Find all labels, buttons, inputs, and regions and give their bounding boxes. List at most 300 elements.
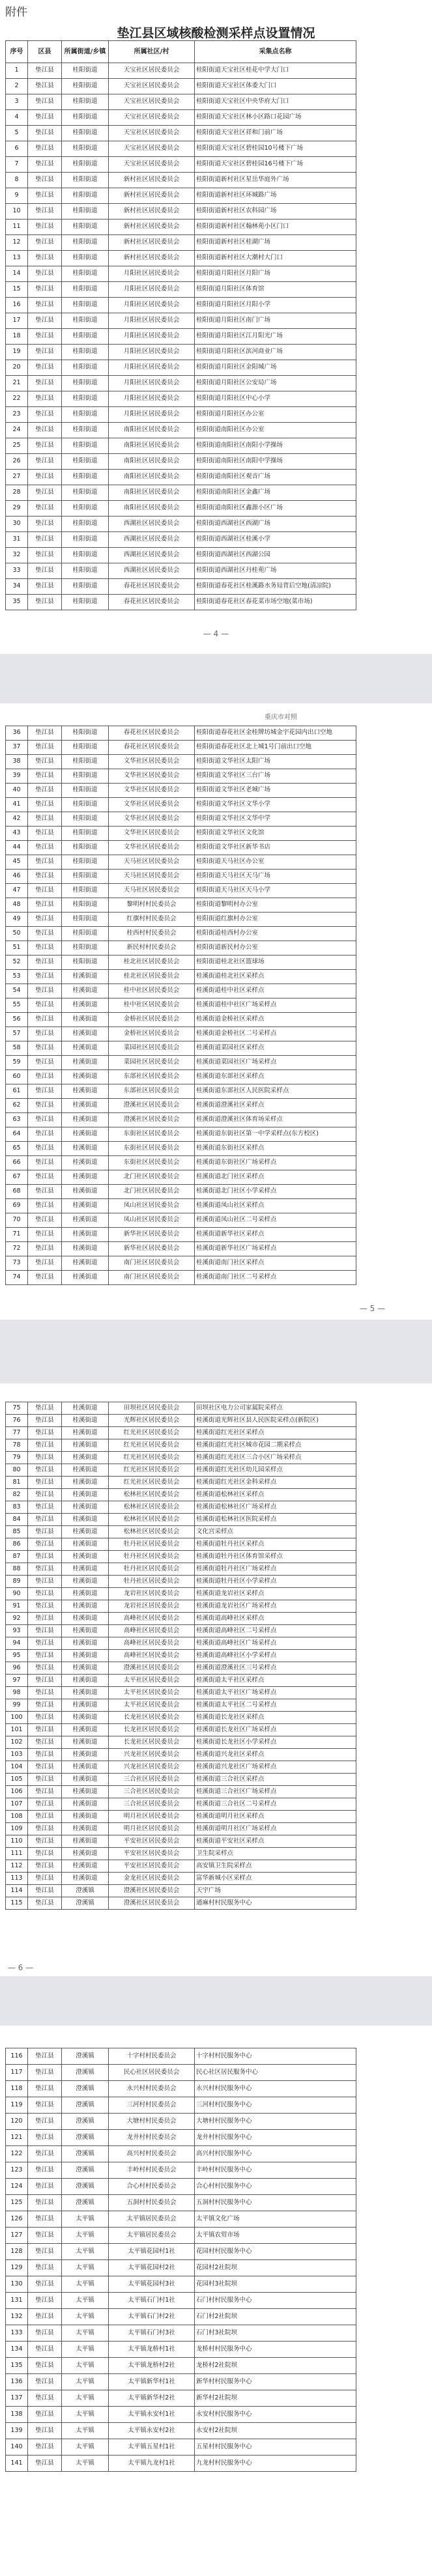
cell-site: 桂阳街道新村社区环城路广场: [195, 188, 356, 204]
cell-town: 桂溪街道: [62, 1538, 109, 1551]
cell-no: 109: [6, 1823, 28, 1835]
cell-no: 136: [6, 2374, 28, 2390]
table-row: [6, 219, 356, 235]
table-row: [6, 2456, 356, 2472]
cell-county: 垫江县: [28, 2211, 62, 2228]
cell-community: 南阳社区居民委员会: [109, 454, 195, 470]
cell-county: 垫江县: [28, 1675, 62, 1687]
cell-community: 天宝社区居民委员会: [109, 157, 195, 173]
cell-county: 垫江县: [28, 1835, 62, 1848]
table-row: [6, 1761, 356, 1774]
cell-town: 澄溪镇: [62, 2179, 109, 2195]
cell-town: 桂溪街道: [62, 1761, 109, 1774]
cell-community: 文华社区居民委员会: [109, 769, 195, 784]
gap-3: [0, 1976, 432, 2026]
cell-county: 垫江县: [28, 1199, 62, 1213]
cell-county: 垫江县: [28, 63, 62, 79]
cell-no: 138: [6, 2407, 28, 2423]
cell-no: 39: [6, 769, 28, 784]
cell-community: 十字村村民委员会: [109, 2048, 195, 2065]
cell-site: 花园村3社院坝: [195, 2276, 356, 2293]
cell-community: 桂北社区居民委员会: [109, 970, 195, 984]
table-row: [6, 798, 356, 812]
cell-community: 新华社区居民委员会: [109, 1228, 195, 1242]
cell-county: 垫江县: [28, 79, 62, 94]
cell-community: 西湖社区居民委员会: [109, 532, 195, 548]
cell-site: 桂溪街道太平社区采样点: [195, 1675, 356, 1687]
cell-community: 南阳社区居民委员会: [109, 485, 195, 501]
cell-no: 13: [6, 251, 28, 266]
cell-community: 永兴村村民委员会: [109, 2081, 195, 2097]
cell-community: 三合社区居民委员会: [109, 1798, 195, 1811]
table-row: [6, 1749, 356, 1761]
table-row: [6, 1452, 356, 1464]
cell-town: 桂溪街道: [62, 1724, 109, 1736]
cell-county: 垫江县: [28, 2407, 62, 2423]
table-row: [6, 79, 356, 94]
table-row: [6, 1477, 356, 1489]
cell-county: 垫江县: [28, 188, 62, 204]
table-row: [6, 941, 356, 955]
cell-no: 87: [6, 1551, 28, 1563]
table-row: [6, 438, 356, 454]
cell-site: 桂阳街道西湖社区西湖公园: [195, 548, 356, 563]
cell-county: 垫江县: [28, 755, 62, 769]
cell-community: 桂中社区居民委员会: [109, 998, 195, 1013]
cell-no: 77: [6, 1427, 28, 1439]
cell-site: 桂溪街道平安社区采样点: [195, 1835, 356, 1848]
cell-site: 桂阳街道春花社区桂溪路水务局背后空地(清凉院): [195, 579, 356, 595]
cell-town: 桂溪街道: [62, 1699, 109, 1712]
page-title: 垫江县区域核酸检测采样点设置情况: [117, 26, 315, 40]
cell-county: 垫江县: [28, 1027, 62, 1041]
cell-no: 52: [6, 955, 28, 970]
cell-county: 垫江县: [28, 1786, 62, 1798]
table-row: [6, 1848, 356, 1860]
cell-site: 桂溪街道松林社区广场采样点: [195, 1501, 356, 1514]
cell-site: 桂阳街道月阳社区办公室: [195, 407, 356, 423]
cell-town: 桂溪街道: [62, 1113, 109, 1127]
cell-town: 太平镇: [62, 2439, 109, 2456]
cell-community: 兴龙社区居民委员会: [109, 1761, 195, 1774]
table-row: [6, 1588, 356, 1600]
table-row: [6, 1228, 356, 1242]
table-row: [6, 1576, 356, 1588]
table-row: [6, 1271, 356, 1285]
cell-town: 桂溪街道: [62, 1489, 109, 1501]
table-row: [6, 755, 356, 769]
cell-no: 27: [6, 470, 28, 485]
cell-community: 太平镇居民委员会: [109, 2211, 195, 2228]
cell-county: 垫江县: [28, 2423, 62, 2439]
cell-community: 长龙社区居民委员会: [109, 1724, 195, 1736]
cell-town: 太平镇: [62, 2276, 109, 2293]
cell-site: 桂溪街道光辉社区县人民医院采样点(新院区): [195, 1415, 356, 1427]
cell-no: 100: [6, 1712, 28, 1724]
table-row: [6, 1113, 356, 1127]
table-row: [6, 2244, 356, 2260]
cell-community: 天宝社区居民委员会: [109, 110, 195, 126]
cell-community: 文华社区居民委员会: [109, 841, 195, 855]
cell-community: 太平镇新华村1社: [109, 2374, 195, 2390]
table-row: [6, 1256, 356, 1271]
cell-site: 石门村2社院坝: [195, 2309, 356, 2325]
table-row: [6, 563, 356, 579]
cell-community: 南门社区居民委员会: [109, 1256, 195, 1271]
cell-county: 垫江县: [28, 1811, 62, 1823]
cell-town: 澄溪镇: [62, 2081, 109, 2097]
table-row: [6, 1127, 356, 1142]
cell-community: 菜园社区居民委员会: [109, 1056, 195, 1070]
cell-no: 115: [6, 1897, 28, 1910]
cell-no: 31: [6, 532, 28, 548]
cell-no: 94: [6, 1637, 28, 1650]
cell-town: 桂溪街道: [62, 1675, 109, 1687]
cell-no: 81: [6, 1477, 28, 1489]
cell-community: 新村社区居民委员会: [109, 188, 195, 204]
cell-county: 垫江县: [28, 1712, 62, 1724]
cell-no: 86: [6, 1538, 28, 1551]
table-row: [6, 2260, 356, 2276]
cell-town: 桂溪街道: [62, 1687, 109, 1699]
cell-no: 121: [6, 2130, 28, 2146]
table-row: [6, 1070, 356, 1084]
cell-site: 五星村村民服务中心: [195, 2439, 356, 2456]
cell-no: 73: [6, 1256, 28, 1271]
cell-community: 太平镇九龙村1社: [109, 2456, 195, 2472]
cell-county: 垫江县: [28, 485, 62, 501]
cell-no: 1: [6, 63, 28, 79]
table-row: [6, 2114, 356, 2130]
cell-no: 114: [6, 1885, 28, 1897]
cell-site: 桂阳街道月阳社区公安局广场: [195, 376, 356, 391]
cell-community: 天宝社区居民委员会: [109, 126, 195, 141]
cell-community: 红光社区居民委员会: [109, 1439, 195, 1452]
table-row: [6, 1860, 356, 1873]
cell-no: 48: [6, 898, 28, 913]
cell-town: 桂阳街道: [62, 391, 109, 407]
cell-town: 桂溪街道: [62, 1786, 109, 1798]
cell-community: 月阳社区居民委员会: [109, 313, 195, 329]
cell-no: 74: [6, 1271, 28, 1285]
cell-site: 桂阳街道西湖社区丹桂苑广场: [195, 563, 356, 579]
cell-no: 118: [6, 2081, 28, 2097]
cell-site: 桂溪街道高峰社区二号采样点: [195, 1625, 356, 1637]
cell-community: 黎明村村民委员会: [109, 898, 195, 913]
cell-town: 桂阳街道: [62, 927, 109, 941]
cell-county: 垫江县: [28, 1724, 62, 1736]
cell-town: 太平镇: [62, 2456, 109, 2472]
cell-county: 垫江县: [28, 438, 62, 454]
cell-community: 红光社区居民委员会: [109, 1464, 195, 1477]
cell-community: 牡丹社区居民委员会: [109, 1538, 195, 1551]
cell-town: 桂阳街道: [62, 204, 109, 219]
cell-community: 高峰社区居民委员会: [109, 1613, 195, 1625]
cell-town: 太平镇: [62, 2374, 109, 2390]
cell-no: 28: [6, 485, 28, 501]
cell-town: 桂溪街道: [62, 1798, 109, 1811]
cell-town: 桂阳街道: [62, 251, 109, 266]
cell-community: 新村社区居民委员会: [109, 251, 195, 266]
cell-no: 116: [6, 2048, 28, 2065]
cell-community: 光辉社区居民委员会: [109, 1415, 195, 1427]
cell-county: 垫江县: [28, 251, 62, 266]
cell-town: 桂溪街道: [62, 1749, 109, 1761]
cell-town: 桂阳街道: [62, 329, 109, 345]
cell-town: 太平镇: [62, 2244, 109, 2260]
cell-town: 桂溪街道: [62, 1142, 109, 1156]
table-row: [6, 345, 356, 360]
cell-no: 93: [6, 1625, 28, 1637]
cell-site: 桂阳街道新村社区农科园广场: [195, 204, 356, 219]
cell-town: 桂溪街道: [62, 1774, 109, 1786]
cell-town: 桂溪街道: [62, 1228, 109, 1242]
cell-no: 58: [6, 1041, 28, 1056]
table-row: [6, 812, 356, 827]
cell-no: 137: [6, 2390, 28, 2407]
cell-county: 垫江县: [28, 1185, 62, 1199]
cell-no: 57: [6, 1027, 28, 1041]
cell-no: 103: [6, 1749, 28, 1761]
table-row: [6, 110, 356, 126]
cell-no: 10: [6, 204, 28, 219]
cell-site: 五洞村村民服务中心: [195, 2195, 356, 2211]
cell-no: 78: [6, 1439, 28, 1452]
cell-site: 桂阳街道文华社区文华中学: [195, 812, 356, 827]
header-site: 采集点名称: [195, 41, 356, 63]
table-row: [6, 1724, 356, 1736]
cell-no: 80: [6, 1464, 28, 1477]
table-row: [6, 870, 356, 884]
cell-community: 澄溪社区居民委员会: [109, 1897, 195, 1910]
cell-site: 桂溪街道东部社区人民医院采样点: [195, 1084, 356, 1099]
cell-community: 天马社区居民委员会: [109, 870, 195, 884]
cell-site: 高安镇卫生院采样点: [195, 1860, 356, 1873]
cell-county: 垫江县: [28, 298, 62, 313]
cell-county: 垫江县: [28, 579, 62, 595]
cell-site: 桂阳街道桂西村办公室: [195, 927, 356, 941]
cell-town: 桂阳街道: [62, 345, 109, 360]
cell-town: 桂阳街道: [62, 841, 109, 855]
cell-county: 垫江县: [28, 2293, 62, 2309]
cell-county: 垫江县: [28, 1427, 62, 1439]
table-row: [6, 1056, 356, 1070]
cell-site: 永安村村民服务中心: [195, 2407, 356, 2423]
cell-community: 太平镇花园村3社: [109, 2276, 195, 2293]
cell-no: 40: [6, 784, 28, 798]
cell-no: 66: [6, 1156, 28, 1170]
cell-county: 垫江县: [28, 2276, 62, 2293]
cell-site: 石门村村民服务中心: [195, 2293, 356, 2309]
cell-site: 桂溪街道松林社区采样点: [195, 1489, 356, 1501]
cell-county: 垫江县: [28, 769, 62, 784]
table-row: [6, 485, 356, 501]
cell-site: 石门村3社院坝: [195, 2325, 356, 2342]
cell-community: 平安社区居民委员会: [109, 1848, 195, 1860]
sites-table-1: [5, 40, 356, 610]
cell-town: 桂阳街道: [62, 126, 109, 141]
cell-no: 65: [6, 1142, 28, 1156]
cell-town: 桂溪街道: [62, 1427, 109, 1439]
cell-town: 桂阳街道: [62, 298, 109, 313]
cell-community: 西湖社区居民委员会: [109, 548, 195, 563]
cell-community: 民心社区居民委员会: [109, 2065, 195, 2081]
cell-site: 天宇广场: [195, 1885, 356, 1897]
table-row: [6, 1662, 356, 1675]
cell-town: 桂阳街道: [62, 63, 109, 79]
cell-site: 桂溪街道太平社区二号采样点: [195, 1699, 356, 1712]
cell-community: 春花社区居民委员会: [109, 741, 195, 755]
cell-town: 太平镇: [62, 2358, 109, 2374]
cell-community: 南阳社区居民委员会: [109, 438, 195, 454]
cell-county: 垫江县: [28, 1242, 62, 1256]
cell-town: 桂阳街道: [62, 884, 109, 898]
cell-town: 桂阳街道: [62, 173, 109, 188]
table-row: [6, 998, 356, 1013]
cell-no: 20: [6, 360, 28, 376]
cell-town: 桂阳街道: [62, 548, 109, 563]
table-header: [6, 41, 356, 63]
table-row: [6, 1526, 356, 1538]
cell-county: 垫江县: [28, 517, 62, 532]
cell-community: 牡丹社区居民委员会: [109, 1551, 195, 1563]
cell-county: 垫江县: [28, 1761, 62, 1774]
cell-no: 5: [6, 126, 28, 141]
cell-town: 桂溪街道: [62, 1563, 109, 1576]
cell-community: 太平镇永安村2社: [109, 2423, 195, 2439]
cell-county: 垫江县: [28, 2097, 62, 2114]
cell-no: 130: [6, 2276, 28, 2293]
cell-no: 85: [6, 1526, 28, 1538]
cell-county: 垫江县: [28, 454, 62, 470]
cell-county: 垫江县: [28, 2456, 62, 2472]
cell-site: 民心社区居民服务中心: [195, 2065, 356, 2081]
cell-county: 垫江县: [28, 1650, 62, 1662]
cell-town: 桂溪街道: [62, 1501, 109, 1514]
cell-site: 桂阳街道新村社区星岳华庭外广场: [195, 173, 356, 188]
table-row: [6, 1142, 356, 1156]
cell-county: 垫江县: [28, 884, 62, 898]
cell-town: 桂阳街道: [62, 423, 109, 438]
table-row: [6, 1170, 356, 1185]
cell-county: 垫江县: [28, 1056, 62, 1070]
cell-no: 23: [6, 407, 28, 423]
cell-county: 垫江县: [28, 1637, 62, 1650]
cell-no: 46: [6, 870, 28, 884]
cell-site: 富华新城小区采样点: [195, 1873, 356, 1885]
cell-town: 桂阳街道: [62, 517, 109, 532]
cell-county: 垫江县: [28, 2081, 62, 2097]
cell-community: 太平镇花园村1社: [109, 2244, 195, 2260]
cell-community: 高兴村村民委员会: [109, 2146, 195, 2162]
cell-town: 桂溪街道: [62, 1070, 109, 1084]
cell-community: 月阳社区居民委员会: [109, 282, 195, 298]
page-number: — 4 —: [203, 629, 229, 638]
cell-county: 垫江县: [28, 501, 62, 517]
cell-no: 111: [6, 1848, 28, 1860]
cell-site: 桂溪街道高峰社区广场采样点: [195, 1637, 356, 1650]
gap-2: [0, 1320, 432, 1383]
cell-no: 56: [6, 1013, 28, 1027]
cell-town: 桂溪街道: [62, 1477, 109, 1489]
cell-town: 桂阳街道: [62, 141, 109, 157]
table-row: [6, 2065, 356, 2081]
cell-site: 桂阳街道春花社区北上城1号门前出口空地: [195, 741, 356, 755]
cell-community: 南阳社区居民委员会: [109, 423, 195, 438]
cell-no: 18: [6, 329, 28, 345]
cell-town: 桂溪街道: [62, 1551, 109, 1563]
table-row: [6, 517, 356, 532]
cell-county: 垫江县: [28, 360, 62, 376]
page-note: 重庆市对照: [265, 714, 297, 721]
cell-site: 桂溪街道牡丹社区小学采样点: [195, 1576, 356, 1588]
cell-county: 垫江县: [28, 1415, 62, 1427]
cell-town: 桂溪街道: [62, 1600, 109, 1613]
table-row: [6, 1675, 356, 1687]
cell-town: 桂溪街道: [62, 1213, 109, 1228]
cell-site: 桂溪街道红光社区三合小区广场采样点: [195, 1452, 356, 1464]
cell-community: 春花社区居民委员会: [109, 595, 195, 610]
cell-site: 桂溪街道龙岩社区采样点: [195, 1588, 356, 1600]
table-row: [6, 2179, 356, 2195]
cell-county: 垫江县: [28, 2358, 62, 2374]
cell-county: 垫江县: [28, 407, 62, 423]
cell-town: 桂阳街道: [62, 501, 109, 517]
cell-no: 8: [6, 173, 28, 188]
cell-no: 140: [6, 2439, 28, 2456]
cell-site: 桂阳街道文华社区老城广场: [195, 784, 356, 798]
cell-county: 垫江县: [28, 870, 62, 884]
cell-site: 桂溪街道明月社区广场采样点: [195, 1823, 356, 1835]
cell-town: 桂溪街道: [62, 1013, 109, 1027]
table-row: [6, 1774, 356, 1786]
cell-county: 垫江县: [28, 1588, 62, 1600]
cell-no: 6: [6, 141, 28, 157]
cell-site: 桂溪街道桂北社区采样点: [195, 970, 356, 984]
cell-site: 高兴村村民服务中心: [195, 2146, 356, 2162]
table-row: [6, 157, 356, 173]
cell-county: 垫江县: [28, 282, 62, 298]
table-row: [6, 1213, 356, 1228]
table-row: [6, 501, 356, 517]
cell-site: 桂溪街道牡丹社区广场采样点: [195, 1563, 356, 1576]
cell-no: 72: [6, 1242, 28, 1256]
cell-site: 桂溪街道澄溪社区三号采样点: [195, 1662, 356, 1675]
table-row: [6, 1798, 356, 1811]
cell-community: 三河村村民委员会: [109, 2097, 195, 2114]
cell-site: 太平镇文化广场: [195, 2211, 356, 2228]
cell-town: 桂溪街道: [62, 1185, 109, 1199]
cell-site: 桂溪街道菜园社区广场采样点: [195, 1056, 356, 1070]
cell-county: 垫江县: [28, 1576, 62, 1588]
cell-site: 龙桥村2社院坝: [195, 2358, 356, 2374]
cell-site: 桂溪街道太平社区广场采样点: [195, 1687, 356, 1699]
cell-no: 19: [6, 345, 28, 360]
cell-county: 垫江县: [28, 2179, 62, 2195]
table-row: [6, 955, 356, 970]
cell-community: 南阳社区居民委员会: [109, 501, 195, 517]
cell-county: 垫江县: [28, 1897, 62, 1910]
cell-county: 垫江县: [28, 998, 62, 1013]
cell-site: 桂阳街道天马社区天马小学: [195, 884, 356, 898]
cell-no: 9: [6, 188, 28, 204]
cell-community: 澄溪社区居民委员会: [109, 1662, 195, 1675]
cell-no: 50: [6, 927, 28, 941]
cell-site: 龙井村村民服务中心: [195, 2130, 356, 2146]
page-number: — 5 —: [359, 1304, 386, 1313]
cell-site: 桂阳街道南阳社区办公室: [195, 423, 356, 438]
cell-town: 桂阳街道: [62, 79, 109, 94]
